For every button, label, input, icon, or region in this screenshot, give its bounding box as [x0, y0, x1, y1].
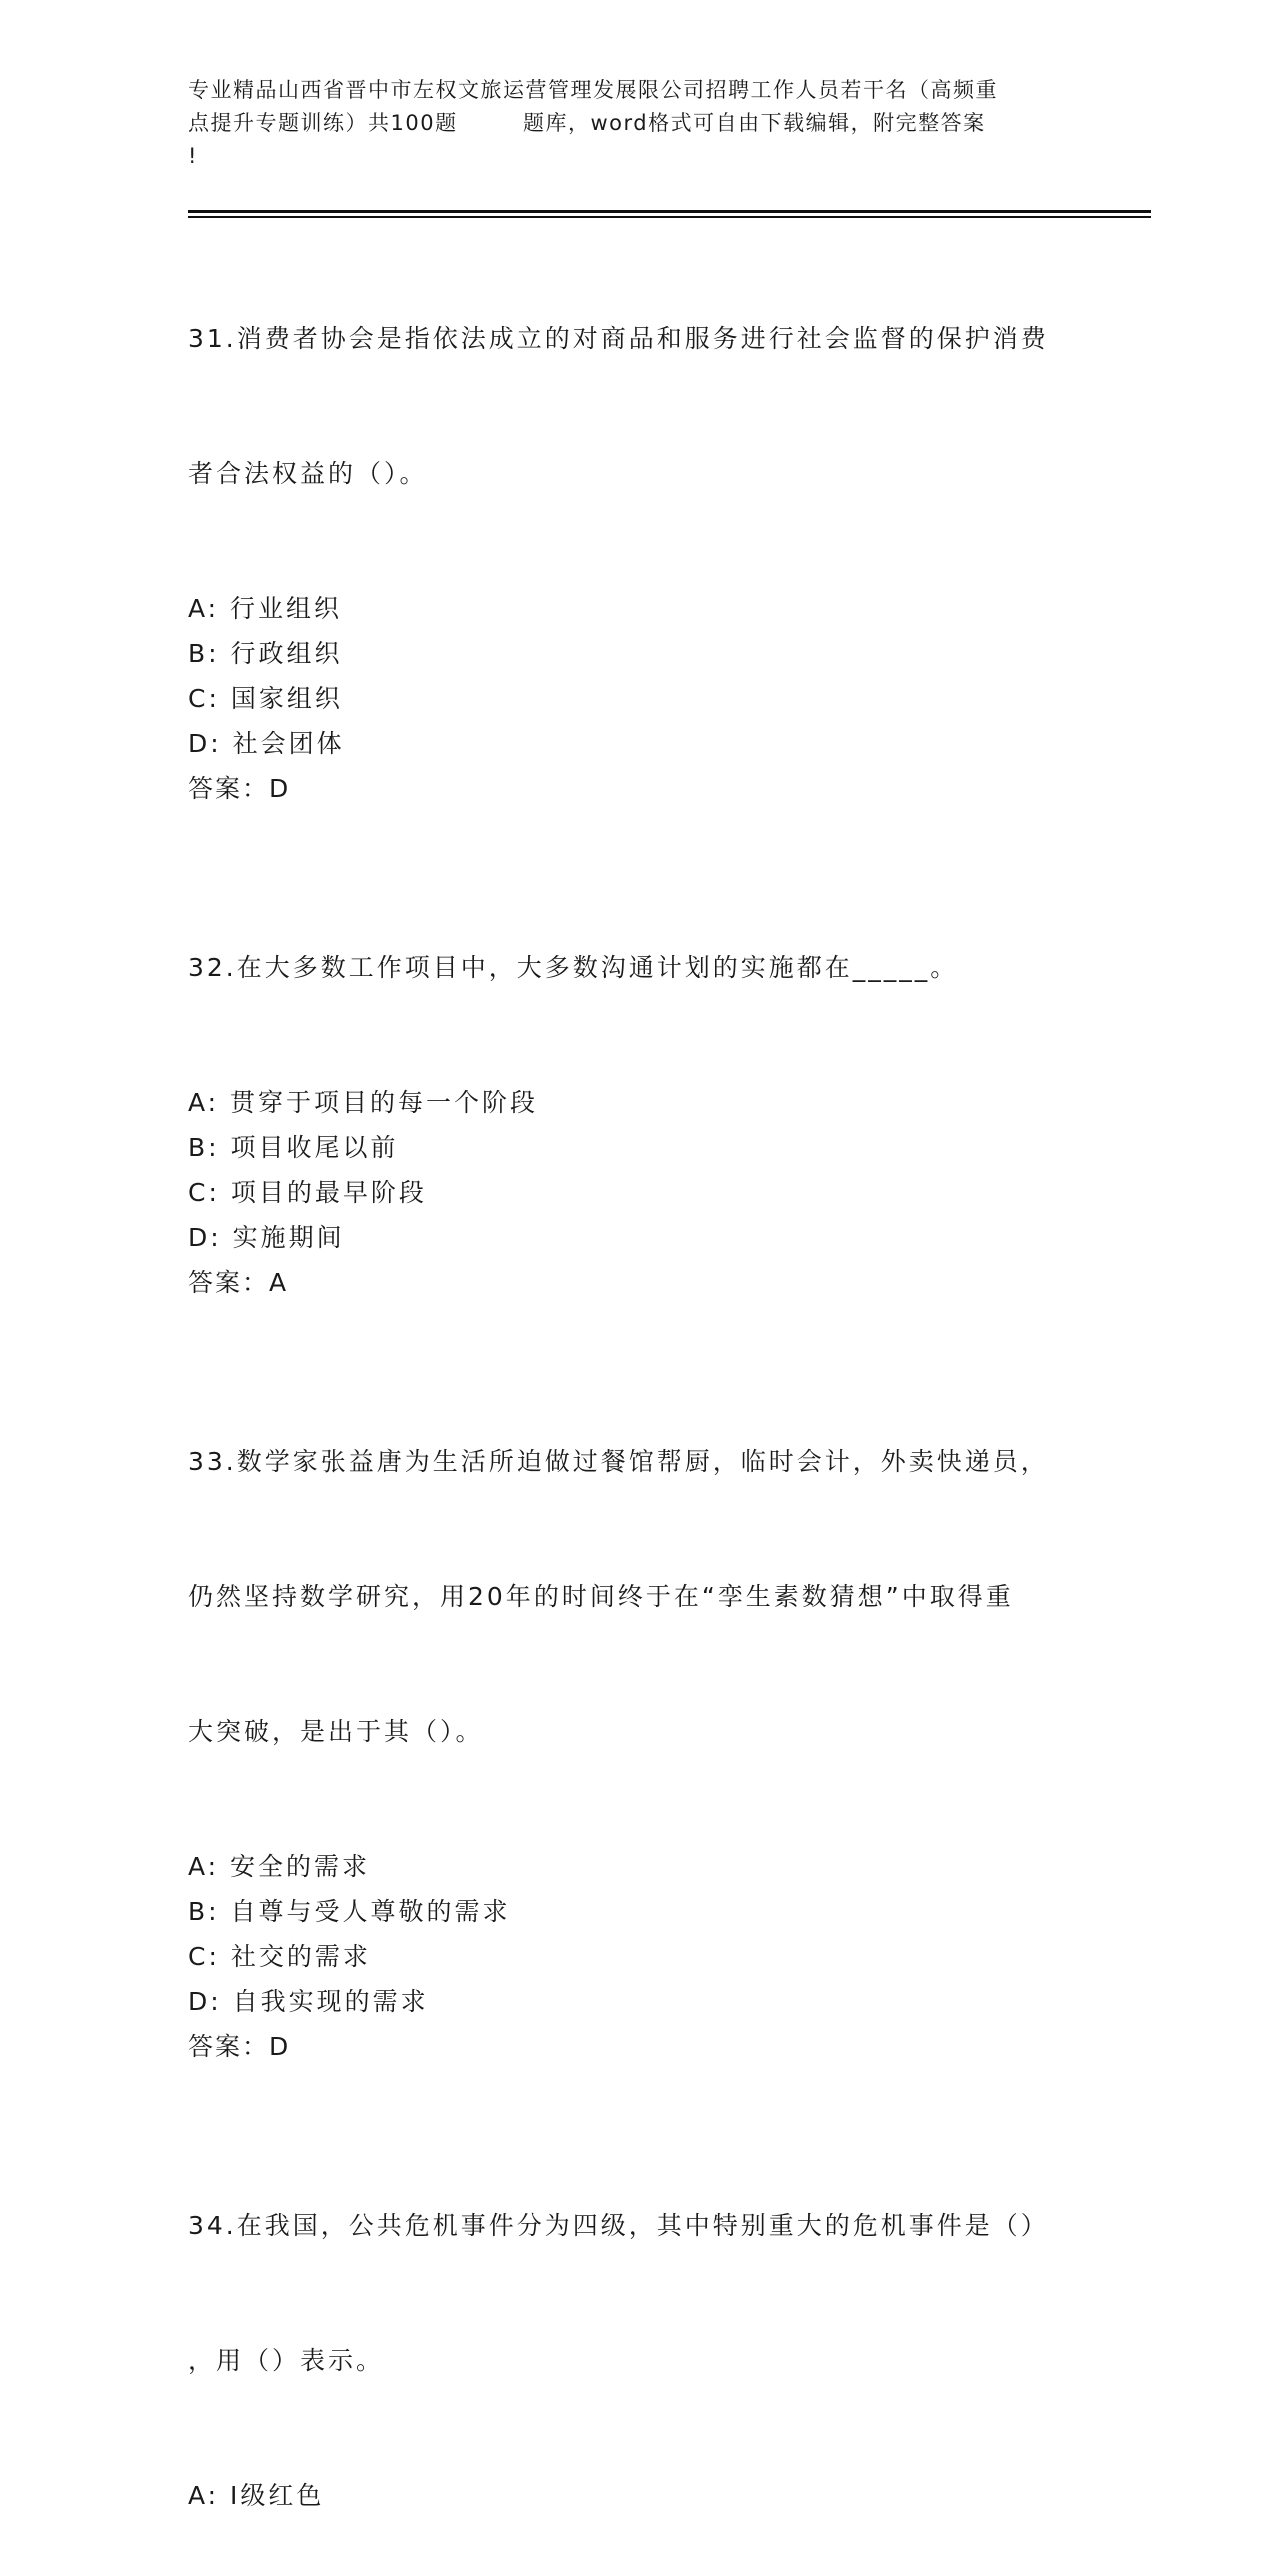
question-list	[188, 226, 1088, 2562]
option-d: D: 社会团体	[188, 729, 345, 758]
question-line: 33.数学家张益唐为生活所迫做过餐馆帮厨，临时会计，外卖快递员，	[188, 1447, 1049, 1476]
question-line: ，用（）表示。	[188, 2346, 385, 2375]
question-text	[188, 1349, 1088, 1844]
option-b: B: 项目收尾以前	[188, 1133, 399, 1162]
question-line: 仍然坚持数学研究，用20年的时间终于在“孪生素数猜想”中取得重	[188, 1582, 1014, 1611]
option-a: A: 行业组织	[188, 594, 343, 623]
header-divider-thin	[188, 216, 1151, 218]
option-d: D: 实施期间	[188, 1223, 345, 1252]
header-divider-thick	[188, 210, 1151, 213]
question-32	[188, 855, 1088, 1305]
question-line: 32.在大多数工作项目中，大多数沟通计划的实施都在_____。	[188, 953, 959, 982]
header-line: 专业精品山西省晋中市左权文旅运营管理发展限公司招聘工作人员若干名（高频重	[188, 78, 998, 102]
document-header	[188, 74, 1088, 173]
question-text	[188, 855, 1088, 1080]
question-34	[188, 2113, 1088, 2518]
option-c: C: 社交的需求	[188, 1942, 371, 1971]
answer: 答案：D	[188, 2032, 291, 2061]
option-d: D: 自我实现的需求	[188, 1987, 429, 2016]
question-31	[188, 226, 1088, 811]
option-c: C: 国家组织	[188, 684, 343, 713]
option-b: B: 自尊与受人尊敬的需求	[188, 1897, 511, 1926]
question-33	[188, 1349, 1088, 2069]
answer: 答案：D	[188, 774, 291, 803]
question-line: 34.在我国，公共危机事件分为四级，其中特别重大的危机事件是（）	[188, 2211, 1049, 2240]
question-line: 大突破，是出于其（）。	[188, 1717, 484, 1746]
header-line: !	[188, 144, 198, 168]
question-line: 31.消费者协会是指依法成立的对商品和服务进行社会监督的保护消费	[188, 324, 1049, 353]
option-b: B: 行政组织	[188, 639, 343, 668]
header-line: 点提升专题训练）共100题 题库，word格式可自由下载编辑，附完整答案	[188, 111, 986, 135]
question-text	[188, 226, 1088, 586]
option-c: C: 项目的最早阶段	[188, 1178, 427, 1207]
answer: 答案：A	[188, 1268, 289, 1297]
question-text	[188, 2113, 1088, 2473]
option-a: A: 安全的需求	[188, 1852, 371, 1881]
option-a: A: 贯穿于项目的每一个阶段	[188, 1088, 539, 1117]
option-a: A: I级红色	[188, 2481, 325, 2510]
question-line: 者合法权益的（）。	[188, 459, 428, 488]
